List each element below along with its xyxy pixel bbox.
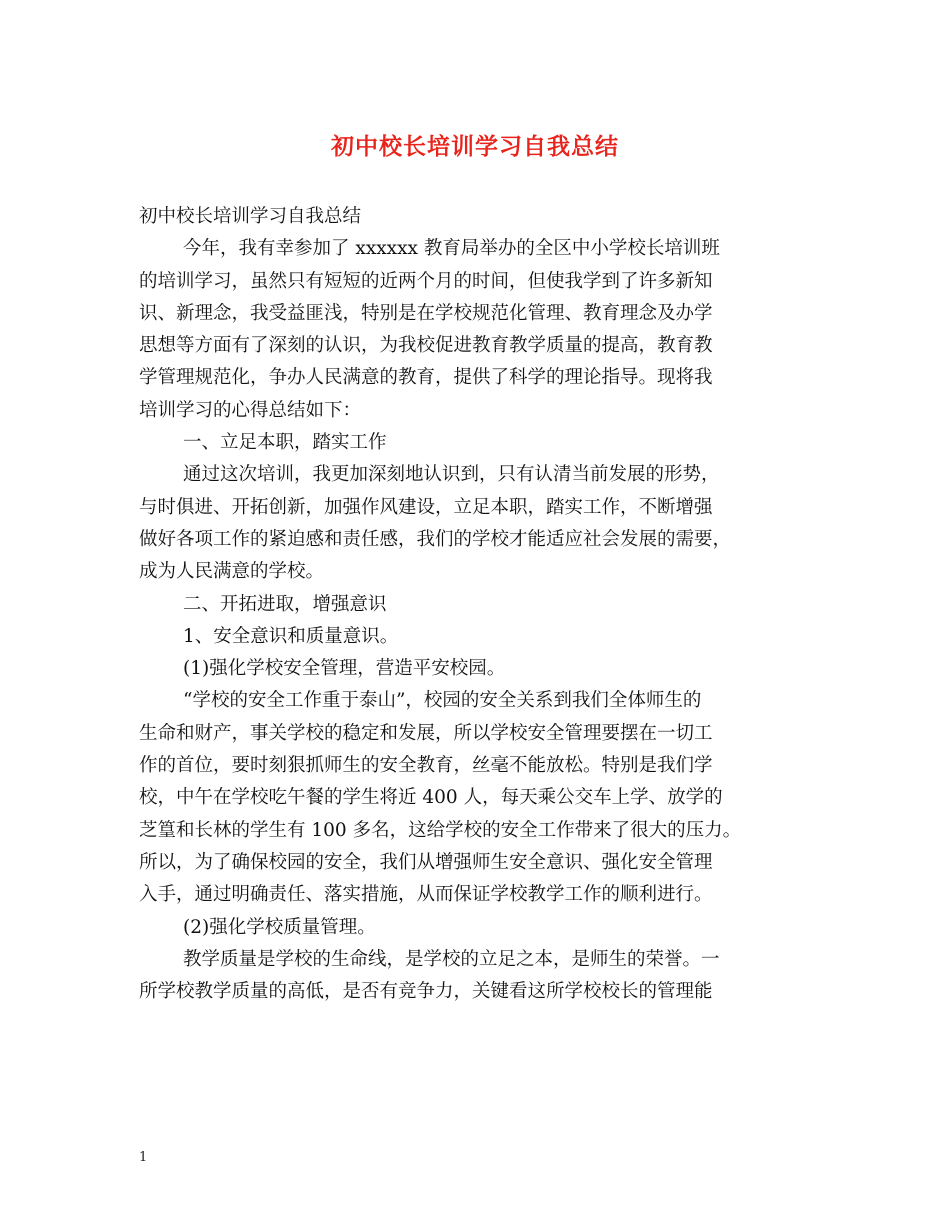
body-line: 的培训学习，虽然只有短短的近两个月的时间，但使我学到了许多新知 [139,270,713,292]
subsection-heading: 1、安全意识和质量意识。 [183,625,399,647]
body-line: 所以，为了确保校园的安全，我们从增强师生安全意识、强化安全管理 [139,851,713,873]
body-line: 生命和财产，事关学校的稳定和发展，所以学校安全管理要摆在一切工 [139,722,713,744]
body-line: 与时俱进、开拓创新，加强作风建设，立足本职，踏实工作，不断增强 [139,496,713,518]
body-line: 培训学习的心得总结如下： [139,399,362,421]
document-title: 初中校长培训学习自我总结 [331,133,619,160]
section-heading: 二、开拓进取，增强意识 [183,593,387,615]
body-line: 学管理规范化，争办人民满意的教育，提供了科学的理论指导。现将我 [139,367,713,389]
body-line: 入手，通过明确责任、落实措施，从而保证学校教学工作的顺利进行。 [139,884,713,906]
page-number: 1 [139,1150,148,1165]
body-line: 今年，我有幸参加了 xxxxxx 教育局举办的全区中小学校长培训班 [183,238,720,260]
body-line: 通过这次培训，我更加深刻地认识到，只有认清当前发展的形势， [183,464,720,486]
document-body [139,201,829,1008]
body-line: “学校的安全工作重于泰山”，校园的安全关系到我们全体师生的 [183,690,702,712]
body-line: 成为人民满意的学校。 [139,561,325,583]
body-line: 作的首位，要时刻狠抓师生的安全教育，丝毫不能放松。特别是我们学 [139,755,713,777]
body-line: 芝篁和长林的学生有 100 多名，这给学校的安全工作带来了很大的压力。 [139,819,742,841]
body-line: 识、新理念，我受益匪浅，特别是在学校规范化管理、教育理念及办学 [139,302,713,324]
body-line: 初中校长培训学习自我总结 [139,206,362,227]
body-line: 所学校教学质量的高低，是否有竞争力，关键看这所学校校长的管理能 [139,981,713,1003]
subsection-heading: (2)强化学校质量管理。 [183,916,376,938]
body-line: 思想等方面有了深刻的认识，为我校促进教育教学质量的提高，教育教 [139,335,713,357]
section-heading: 一、立足本职，踏实工作 [183,432,387,454]
body-line: 校，中午在学校吃午餐的学生将近 400 人，每天乘公交车上学、放学的 [139,787,723,809]
body-line: 教学质量是学校的生命线，是学校的立足之本，是师生的荣誉。一 [183,948,720,970]
subsection-heading: (1)强化学校安全管理，营造平安校园。 [183,658,506,680]
body-line: 做好各项工作的紧迫感和责任感，我们的学校才能适应社会发展的需要， [139,528,732,550]
